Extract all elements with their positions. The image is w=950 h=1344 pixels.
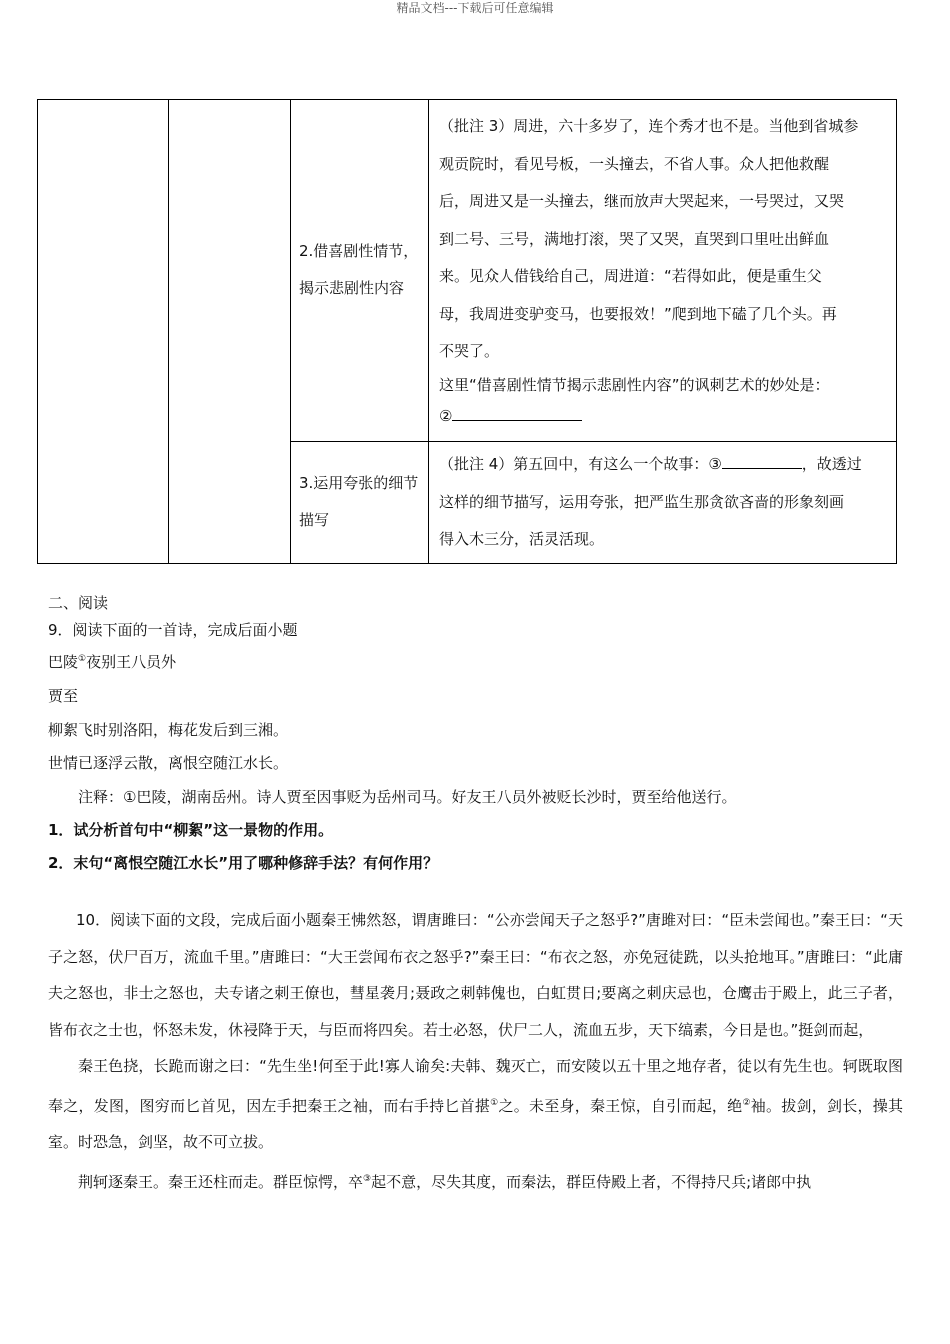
passage-paragraph: 荆轲逐秦王。秦王还柱而走。群臣惊愕，卒③起不意，尽失其度，而秦法，群臣侍殿上者，不得持尺兵;诸郎中执 bbox=[78, 1172, 812, 1191]
table-cell-empty bbox=[169, 100, 291, 564]
poem-title: 巴陵①夜别王八员外 bbox=[48, 653, 177, 671]
answer-blank-2[interactable] bbox=[452, 402, 582, 421]
annotation-table bbox=[37, 99, 897, 564]
page-header: 精品文档---下载后可任意编辑 bbox=[396, 1, 554, 15]
table-row bbox=[38, 100, 897, 442]
passage-paragraph: 10．阅读下面的文段，完成后面小题秦王怫然怒，谓唐雎曰：“公亦尝闻天子之怒乎?”唐雎对曰：“臣未尝闻也。”秦王曰：“天子之怒，伏尸百万，流血千里。”唐雎曰：“大王尝闻布衣之怒乎?”秦王曰：“布衣之怒，亦免冠徒跣，以头抢地耳。”唐雎曰：“此庸夫之怒也，非士之怒也，夫专诸之刺王僚也，彗星袭月;聂政之刺韩傀也，白虹贯日;要离之刺庆忌也，仓鹰击于殿上，此三子者，皆布衣之士也，怀怒未发，休祲降于天，与臣而将四矣。若士必怒，伏尸二人，流血五步，天下缟素，今日是也。”挺剑而起， bbox=[48, 911, 903, 1039]
question-9-sub-2: 2．末句“离恨空随江水长”用了哪种修辞手法？有何作用？ bbox=[48, 854, 439, 872]
poem-line-1: 柳絮飞时别洛阳，梅花发后到三湘。 bbox=[48, 721, 289, 739]
passage-paragraph: 秦王色挠，长跪而谢之曰：“先生坐!何至于此!寡人谕矣:夫韩、魏灭亡，而安陵以五十里之地存者，徒以有先生也。轲既取图奉之，发图，图穷而匕首见，因左手把秦王之袖，而右手持匕首揕①之。未至身，秦王惊，自引而起，绝②袖。拔剑，剑长，操其室。时恐急，剑坚，故不可立拔。 bbox=[48, 1057, 903, 1151]
poem-line-2: 世情已逐浮云散，离恨空随江水长。 bbox=[48, 754, 289, 772]
question-9-title: 9．阅读下面的一首诗，完成后面小题 bbox=[48, 621, 298, 639]
annotation-3-content: （批注 3）周进，六十多岁了，连个秀才也不是。当他到省城参 观贡院时，看见号板，一头撞去，不省人事。众人把他救醒 后，周进又是一头撞去，继而放声大哭起来，一号哭过，又哭 到二号、三号，满地打滚，哭了又哭，直哭到口里吐出鲜血 来。见众人借钱给自己，周进道：“若得如此，便是重生父 母，我周进变驴变马，也要报效！”爬到地下磕了几个头。再 不哭了。 这里“借喜剧性情节揭示悲剧性内容”的讽刺艺术的妙处是： ② bbox=[429, 100, 897, 442]
blank-marker: ② bbox=[439, 406, 453, 425]
poem-author: 贾至 bbox=[48, 687, 79, 705]
section-heading: 二、阅读 bbox=[48, 594, 109, 612]
annotation-4-content: （批注 4）第五回中，有这么一个故事：③ ，故透过 这样的细节描写，运用夸张，把严监生那贪欲吝啬的形象刻画 得入木三分，活灵活现。 bbox=[429, 441, 897, 563]
question-10-passage bbox=[48, 902, 903, 1200]
table-cell-empty bbox=[38, 100, 169, 564]
poem-note: 注释：①巴陵，湖南岳州。诗人贾至因事贬为岳州司马。好友王八员外被贬长沙时，贾至给他送行。 bbox=[78, 788, 737, 806]
row-label: 3.运用夸张的细节描写 bbox=[291, 441, 429, 563]
question-9-sub-1: 1．试分析首句中“柳絮”这一景物的作用。 bbox=[48, 821, 334, 839]
row-label: 2.借喜剧性情节，揭示悲剧性内容 bbox=[291, 100, 429, 442]
answer-blank-3[interactable] bbox=[722, 450, 802, 469]
